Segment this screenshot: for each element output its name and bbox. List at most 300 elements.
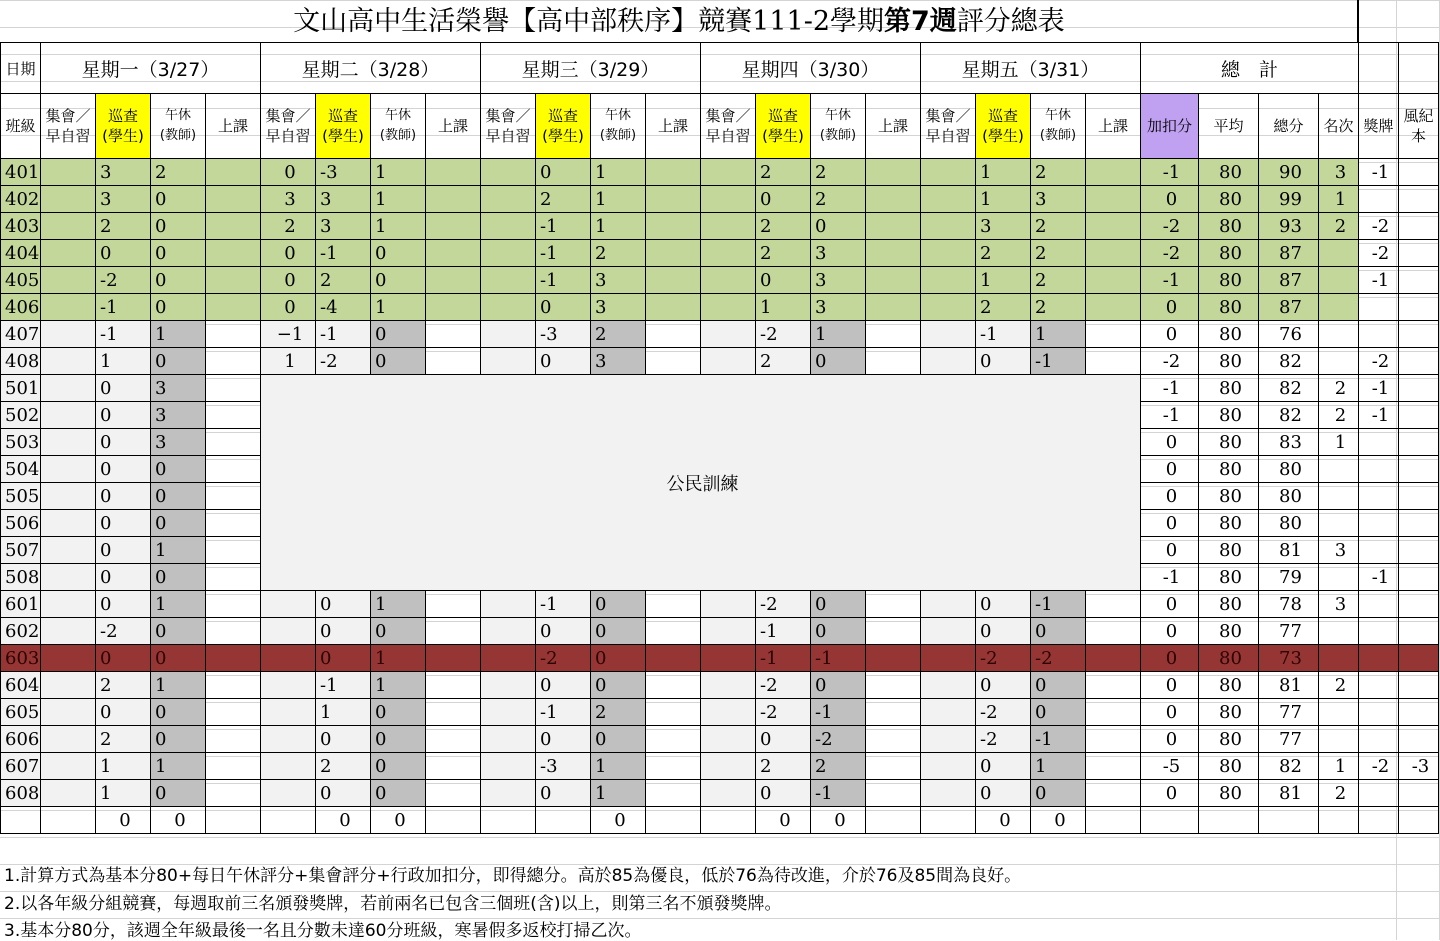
class-period-cell: [206, 321, 261, 348]
sub-assembly-monday: 集會／ 早自習: [41, 94, 96, 159]
patrol-cell: 0: [96, 699, 151, 726]
bonus-cell: 0: [1141, 537, 1199, 564]
nap-cell: 1: [371, 591, 426, 618]
sum-blank: [261, 807, 316, 834]
class-period-cell: [426, 240, 481, 267]
award-cell: [1359, 483, 1399, 510]
nap-cell: 0: [371, 267, 426, 294]
sum-blank: [206, 807, 261, 834]
award-cell: [1359, 699, 1399, 726]
table-row: [1, 294, 1439, 321]
nap-cell: 3: [591, 348, 646, 375]
patrol-cell: 0: [316, 591, 371, 618]
class-period-cell: [206, 564, 261, 591]
table-row: [1, 726, 1439, 753]
sub-assembly-wednesday: 集會／ 早自習: [481, 94, 536, 159]
nap-cell: 3: [151, 429, 206, 456]
assembly-cell: [41, 618, 96, 645]
patrol-cell: 0: [976, 672, 1031, 699]
assembly-cell: [41, 402, 96, 429]
table-row: [1, 267, 1439, 294]
patrol-cell: -2: [756, 591, 811, 618]
bonus-cell: -1: [1141, 564, 1199, 591]
class-label: 班級: [1, 94, 41, 159]
assembly-cell: [701, 780, 756, 807]
assembly-cell: 3: [261, 186, 316, 213]
bonus-cell: -1: [1141, 267, 1199, 294]
class-cell: 606: [1, 726, 41, 753]
nap-cell: 0: [371, 753, 426, 780]
award-cell: [1359, 726, 1399, 753]
award-cell: -2: [1359, 240, 1399, 267]
sum-blank: [1359, 807, 1399, 834]
total-cell: 93: [1259, 213, 1319, 240]
assembly-cell: [701, 294, 756, 321]
rank-cell: [1319, 267, 1359, 294]
class-cell: 408: [1, 348, 41, 375]
assembly-cell: 0: [261, 267, 316, 294]
class-period-cell: [206, 537, 261, 564]
rank-cell: [1319, 240, 1359, 267]
patrol-cell: -1: [756, 645, 811, 672]
assembly-cell: [921, 267, 976, 294]
class-period-cell: [426, 159, 481, 186]
nap-cell: 1: [371, 186, 426, 213]
sub-class-monday: 上課: [206, 94, 261, 159]
class-period-cell: [206, 510, 261, 537]
patrol-cell: 0: [756, 780, 811, 807]
nap-cell: -1: [811, 645, 866, 672]
style-book-cell: [1399, 645, 1439, 672]
rank-cell: [1319, 699, 1359, 726]
table-row: [1, 240, 1439, 267]
assembly-cell: [921, 726, 976, 753]
assembly-cell: [41, 672, 96, 699]
patrol-cell: 0: [96, 591, 151, 618]
patrol-cell: 0: [536, 348, 591, 375]
class-period-cell: [866, 726, 921, 753]
class-period-cell: [1086, 159, 1141, 186]
assembly-cell: [921, 159, 976, 186]
style-book-cell: [1399, 240, 1439, 267]
nap-cell: 1: [151, 321, 206, 348]
assembly-cell: [921, 348, 976, 375]
patrol-cell: 2: [96, 672, 151, 699]
nap-cell: 0: [151, 564, 206, 591]
rank-cell: 3: [1319, 591, 1359, 618]
nap-cell: 1: [591, 780, 646, 807]
class-period-cell: [646, 240, 701, 267]
award-cell: [1359, 186, 1399, 213]
sub-assembly-friday: 集會／ 早自習: [921, 94, 976, 159]
patrol-cell: 2: [316, 753, 371, 780]
sub-award: 獎牌: [1359, 94, 1399, 159]
nap-cell: 1: [591, 186, 646, 213]
class-period-cell: [206, 726, 261, 753]
patrol-cell: 0: [536, 672, 591, 699]
style-book-cell: [1399, 699, 1439, 726]
assembly-cell: 1: [261, 348, 316, 375]
class-period-cell: [646, 213, 701, 240]
award-cell: -2: [1359, 213, 1399, 240]
class-period-cell: [866, 618, 921, 645]
assembly-cell: [261, 645, 316, 672]
nap-cell: 1: [151, 591, 206, 618]
class-period-cell: [1086, 726, 1141, 753]
bonus-cell: 0: [1141, 186, 1199, 213]
nap-cell: 0: [591, 618, 646, 645]
assembly-cell: [701, 321, 756, 348]
total-header: 總 計: [1141, 43, 1359, 94]
bonus-cell: 0: [1141, 780, 1199, 807]
patrol-cell: 2: [96, 726, 151, 753]
assembly-cell: [701, 726, 756, 753]
sum-blank: [1259, 807, 1319, 834]
patrol-cell: -2: [536, 645, 591, 672]
style-book-cell: [1399, 456, 1439, 483]
patrol-cell: 1: [96, 348, 151, 375]
patrol-cell: 0: [96, 645, 151, 672]
nap-cell: -1: [1031, 348, 1086, 375]
table-row: [1, 213, 1439, 240]
total-cell: 82: [1259, 348, 1319, 375]
assembly-cell: [41, 753, 96, 780]
rank-cell: [1319, 618, 1359, 645]
nap-cell: 0: [1031, 699, 1086, 726]
bonus-cell: -1: [1141, 159, 1199, 186]
nap-cell: 1: [371, 294, 426, 321]
bonus-cell: -1: [1141, 375, 1199, 402]
sub-nap-friday: 午休 (教師): [1031, 94, 1086, 159]
nap-cell: 2: [591, 699, 646, 726]
total-cell: 87: [1259, 294, 1319, 321]
nap-cell: 0: [371, 348, 426, 375]
bonus-cell: 0: [1141, 672, 1199, 699]
rank-cell: 1: [1319, 429, 1359, 456]
style-book-cell: [1399, 294, 1439, 321]
total-cell: 81: [1259, 780, 1319, 807]
nap-cell: -1: [811, 780, 866, 807]
assembly-cell: [41, 186, 96, 213]
nap-cell: 0: [1031, 780, 1086, 807]
assembly-cell: [481, 321, 536, 348]
sub-class-wednesday: 上課: [646, 94, 701, 159]
rank-cell: [1319, 645, 1359, 672]
title-suffix: 評分總表: [956, 6, 1065, 37]
class-period-cell: [426, 645, 481, 672]
nap-cell: 1: [371, 213, 426, 240]
assembly-cell: [481, 591, 536, 618]
bonus-cell: -1: [1141, 402, 1199, 429]
nap-cell: 0: [151, 645, 206, 672]
assembly-cell: [41, 375, 96, 402]
assembly-cell: [701, 240, 756, 267]
sum-blank: [1086, 807, 1141, 834]
class-period-cell: [1086, 267, 1141, 294]
nap-cell: 3: [591, 294, 646, 321]
sub-assembly-tuesday: 集會／ 早自習: [261, 94, 316, 159]
assembly-cell: 0: [261, 294, 316, 321]
sum-label-blank: [1, 807, 41, 834]
assembly-cell: [921, 618, 976, 645]
nap-cell: 0: [151, 483, 206, 510]
rank-cell: 1: [1319, 753, 1359, 780]
sum-patrol: 0: [756, 807, 811, 834]
nap-cell: 0: [151, 510, 206, 537]
note-3: 3.基本分80分，該週全年級最後一名且分數未達60分班級，寒暑假多返校打掃乙次。: [4, 921, 642, 941]
style-book-cell: [1399, 672, 1439, 699]
class-cell: 503: [1, 429, 41, 456]
assembly-cell: [701, 213, 756, 240]
bonus-cell: -5: [1141, 753, 1199, 780]
patrol-cell: 0: [756, 726, 811, 753]
class-period-cell: [866, 780, 921, 807]
rank-cell: 2: [1319, 672, 1359, 699]
patrol-cell: -1: [536, 699, 591, 726]
patrol-cell: -1: [96, 321, 151, 348]
bonus-cell: 0: [1141, 699, 1199, 726]
award-cell: -2: [1359, 753, 1399, 780]
class-period-cell: [646, 591, 701, 618]
patrol-cell: 3: [96, 159, 151, 186]
average-cell: 80: [1199, 618, 1259, 645]
assembly-cell: [481, 726, 536, 753]
nap-cell: 0: [151, 267, 206, 294]
class-period-cell: [646, 159, 701, 186]
assembly-cell: [41, 591, 96, 618]
assembly-cell: [921, 780, 976, 807]
patrol-cell: -3: [536, 753, 591, 780]
assembly-cell: [921, 321, 976, 348]
nap-cell: 0: [811, 591, 866, 618]
rank-cell: 2: [1319, 375, 1359, 402]
nap-cell: 1: [1031, 321, 1086, 348]
assembly-cell: [701, 672, 756, 699]
award-cell: [1359, 645, 1399, 672]
total-cell: 81: [1259, 672, 1319, 699]
nap-cell: -2: [1031, 645, 1086, 672]
class-cell: 504: [1, 456, 41, 483]
nap-cell: 1: [811, 321, 866, 348]
class-period-cell: [866, 699, 921, 726]
patrol-cell: -1: [96, 294, 151, 321]
score-table: [0, 42, 1439, 834]
style-book-cell: [1399, 402, 1439, 429]
class-period-cell: [866, 753, 921, 780]
class-period-cell: [206, 753, 261, 780]
assembly-cell: [481, 645, 536, 672]
table-row: [1, 672, 1439, 699]
nap-cell: 0: [151, 726, 206, 753]
civic-training-block: 公民訓練: [261, 375, 1141, 591]
empty-style-header: [1399, 43, 1439, 94]
nap-cell: 3: [151, 375, 206, 402]
average-cell: 80: [1199, 375, 1259, 402]
sub-header-row: [1, 94, 1439, 159]
average-cell: 80: [1199, 780, 1259, 807]
rank-cell: 3: [1319, 159, 1359, 186]
assembly-cell: [41, 564, 96, 591]
award-cell: -1: [1359, 267, 1399, 294]
note-1: 1.計算方式為基本分80+每日午休評分+集會評分+行政加扣分，即得總分。高於85為優良，低於76為待改進，介於76及85間為良好。: [4, 866, 1022, 886]
class-period-cell: [426, 699, 481, 726]
sub-assembly-thursday: 集會／ 早自習: [701, 94, 756, 159]
award-cell: -1: [1359, 564, 1399, 591]
patrol-cell: 3: [96, 186, 151, 213]
assembly-cell: [481, 780, 536, 807]
patrol-cell: 0: [96, 402, 151, 429]
class-cell: 605: [1, 699, 41, 726]
nap-cell: 0: [811, 348, 866, 375]
total-cell: 83: [1259, 429, 1319, 456]
class-cell: 403: [1, 213, 41, 240]
class-period-cell: [426, 294, 481, 321]
average-cell: 80: [1199, 537, 1259, 564]
rank-cell: [1319, 510, 1359, 537]
table-row: [1, 186, 1439, 213]
sub-rank: 名次: [1319, 94, 1359, 159]
sum-row: [1, 807, 1439, 834]
award-cell: -2: [1359, 348, 1399, 375]
sum-blank: [481, 807, 536, 834]
patrol-cell: 2: [756, 753, 811, 780]
rank-cell: 2: [1319, 402, 1359, 429]
nap-cell: 0: [151, 699, 206, 726]
patrol-cell: 0: [316, 645, 371, 672]
average-cell: 80: [1199, 672, 1259, 699]
patrol-cell: 2: [976, 294, 1031, 321]
award-cell: [1359, 429, 1399, 456]
style-book-cell: [1399, 726, 1439, 753]
assembly-cell: [701, 591, 756, 618]
class-period-cell: [206, 618, 261, 645]
class-cell: 404: [1, 240, 41, 267]
nap-cell: 2: [1031, 159, 1086, 186]
assembly-cell: [41, 159, 96, 186]
patrol-cell: -2: [96, 618, 151, 645]
class-period-cell: [206, 645, 261, 672]
assembly-cell: [921, 213, 976, 240]
sub-class-friday: 上課: [1086, 94, 1141, 159]
style-book-cell: [1399, 186, 1439, 213]
assembly-cell: [41, 699, 96, 726]
assembly-cell: [921, 645, 976, 672]
patrol-cell: 1: [96, 780, 151, 807]
nap-cell: 1: [591, 213, 646, 240]
total-cell: 82: [1259, 375, 1319, 402]
nap-cell: 3: [811, 240, 866, 267]
table-row: [1, 645, 1439, 672]
award-cell: [1359, 456, 1399, 483]
average-cell: 80: [1199, 186, 1259, 213]
class-cell: 602: [1, 618, 41, 645]
sub-class-tuesday: 上課: [426, 94, 481, 159]
class-period-cell: [646, 321, 701, 348]
average-cell: 80: [1199, 726, 1259, 753]
patrol-cell: 0: [96, 510, 151, 537]
class-period-cell: [866, 672, 921, 699]
nap-cell: 3: [811, 267, 866, 294]
nap-cell: 0: [151, 348, 206, 375]
class-period-cell: [646, 294, 701, 321]
assembly-cell: [701, 699, 756, 726]
patrol-cell: 1: [96, 753, 151, 780]
date-label: 日期: [1, 43, 41, 94]
assembly-cell: [41, 645, 96, 672]
class-period-cell: [426, 618, 481, 645]
class-period-cell: [206, 186, 261, 213]
class-period-cell: [1086, 321, 1141, 348]
sum-blank: [921, 807, 976, 834]
title-week: 第7週: [884, 6, 957, 37]
sum-nap: 0: [1031, 807, 1086, 834]
nap-cell: 0: [151, 240, 206, 267]
assembly-cell: [701, 645, 756, 672]
patrol-cell: 0: [976, 780, 1031, 807]
sub-nap-monday: 午休 (教師): [151, 94, 206, 159]
patrol-cell: 0: [316, 618, 371, 645]
assembly-cell: [481, 618, 536, 645]
class-period-cell: [206, 159, 261, 186]
class-period-cell: [206, 402, 261, 429]
award-cell: [1359, 591, 1399, 618]
sum-blank: [1199, 807, 1259, 834]
nap-cell: 0: [151, 186, 206, 213]
patrol-cell: -4: [316, 294, 371, 321]
assembly-cell: [41, 510, 96, 537]
title-right-border: [1357, 0, 1359, 42]
assembly-cell: [41, 456, 96, 483]
sum-blank: [426, 807, 481, 834]
assembly-cell: [701, 159, 756, 186]
sum-blank: [646, 807, 701, 834]
bonus-cell: 0: [1141, 321, 1199, 348]
rank-cell: 2: [1319, 213, 1359, 240]
class-period-cell: [1086, 213, 1141, 240]
class-cell: 507: [1, 537, 41, 564]
patrol-cell: -1: [976, 321, 1031, 348]
bonus-cell: 0: [1141, 510, 1199, 537]
class-cell: 406: [1, 294, 41, 321]
assembly-cell: [481, 186, 536, 213]
total-cell: 87: [1259, 240, 1319, 267]
sum-blank: [1141, 807, 1199, 834]
total-cell: 90: [1259, 159, 1319, 186]
rank-cell: [1319, 483, 1359, 510]
assembly-cell: [701, 267, 756, 294]
class-period-cell: [646, 699, 701, 726]
patrol-cell: 3: [976, 213, 1031, 240]
class-cell: 603: [1, 645, 41, 672]
patrol-cell: -1: [316, 672, 371, 699]
nap-cell: 0: [371, 699, 426, 726]
nap-cell: 0: [371, 618, 426, 645]
sum-nap: 0: [591, 807, 646, 834]
assembly-cell: [41, 483, 96, 510]
rank-cell: 1: [1319, 186, 1359, 213]
sub-bonus: 加扣分: [1141, 94, 1199, 159]
total-cell: 99: [1259, 186, 1319, 213]
class-period-cell: [1086, 240, 1141, 267]
rank-cell: [1319, 726, 1359, 753]
nap-cell: 1: [591, 159, 646, 186]
sum-patrol: [536, 807, 591, 834]
patrol-cell: 0: [756, 267, 811, 294]
patrol-cell: -3: [536, 321, 591, 348]
sum-blank: [701, 807, 756, 834]
assembly-cell: [921, 699, 976, 726]
nap-cell: 2: [1031, 240, 1086, 267]
